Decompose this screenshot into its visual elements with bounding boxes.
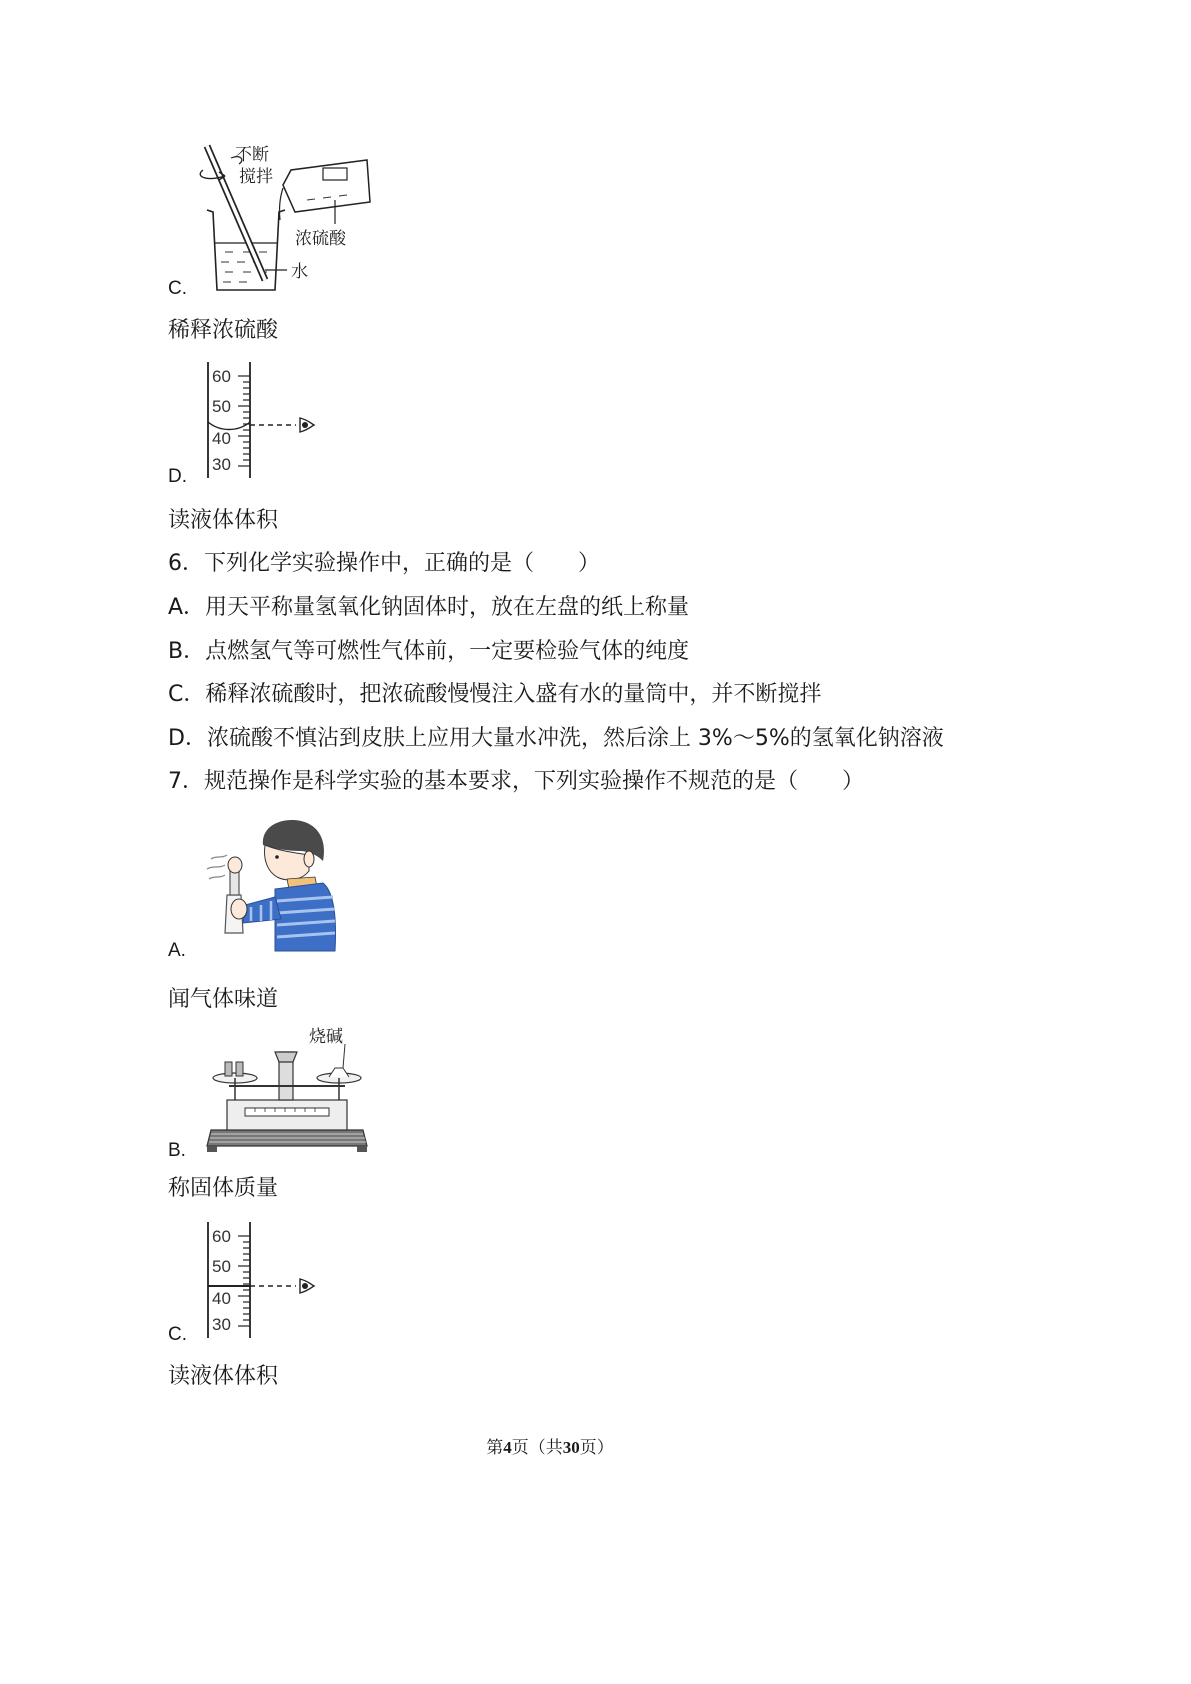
acid-text: 浓硫酸 xyxy=(295,229,346,249)
q7-stem: 7．规范操作是科学实验的基本要求，下列实验操作不规范的是（ ） xyxy=(168,769,864,794)
q7-option-c-label: C. xyxy=(168,1324,187,1345)
page-footer xyxy=(0,1433,1100,1458)
dilution-figure xyxy=(195,140,385,300)
water-text: 水 xyxy=(291,262,308,282)
tick-30: 30 xyxy=(212,1315,231,1334)
q5-option-c-label: C. xyxy=(168,278,187,299)
footer-total-pages: 30 xyxy=(562,1438,580,1457)
graduated-cylinder-figure-q7 xyxy=(200,1220,330,1342)
footer-middle: 页（共 xyxy=(511,1438,563,1458)
q6-option-a: A．用天平称量氢氧化钠固体时，放在左盘的纸上称量 xyxy=(168,595,690,620)
q7-option-b-label: B. xyxy=(168,1140,186,1161)
q6-option-b: B．点燃氢气等可燃性气体前，一定要检验气体的纯度 xyxy=(168,639,690,664)
q5-option-c-caption: 稀释浓硫酸 xyxy=(168,318,279,343)
balance-figure xyxy=(205,1022,370,1154)
q6-stem: 6．下列化学实验操作中，正确的是（ ） xyxy=(168,551,600,576)
q7-option-a-label: A. xyxy=(168,940,186,961)
footer-suffix: 页） xyxy=(579,1438,614,1458)
tick-60: 60 xyxy=(212,1227,231,1246)
tick-50: 50 xyxy=(212,1257,231,1276)
q7-option-c-caption: 读液体体积 xyxy=(168,1364,279,1389)
tick-30: 30 xyxy=(212,455,231,474)
tick-40: 40 xyxy=(212,429,231,448)
q7-option-b-caption: 称固体质量 xyxy=(168,1176,279,1201)
footer-page-number: 4 xyxy=(503,1438,512,1457)
balance-label: 烧碱 xyxy=(309,1027,343,1047)
tick-60: 60 xyxy=(212,367,231,386)
tick-50: 50 xyxy=(212,397,231,416)
graduated-cylinder-figure-q5 xyxy=(200,360,330,482)
tick-40: 40 xyxy=(212,1289,231,1308)
stir-text-2: 搅拌 xyxy=(239,167,273,187)
q5-option-d-label: D. xyxy=(168,466,187,487)
footer-prefix: 第 xyxy=(486,1438,504,1458)
smelling-gas-figure xyxy=(205,815,340,955)
q6-option-d: D．浓硫酸不慎沾到皮肤上应用大量水冲洗，然后涂上 3%～5%的氢氧化钠溶液 xyxy=(168,726,944,751)
stir-text-1: 不断 xyxy=(235,145,269,165)
q6-option-c: C．稀释浓硫酸时，把浓硫酸慢慢注入盛有水的量筒中，并不断搅拌 xyxy=(168,682,822,707)
q5-option-d-caption: 读液体体积 xyxy=(168,508,279,533)
q7-option-a-caption: 闻气体味道 xyxy=(168,987,279,1012)
